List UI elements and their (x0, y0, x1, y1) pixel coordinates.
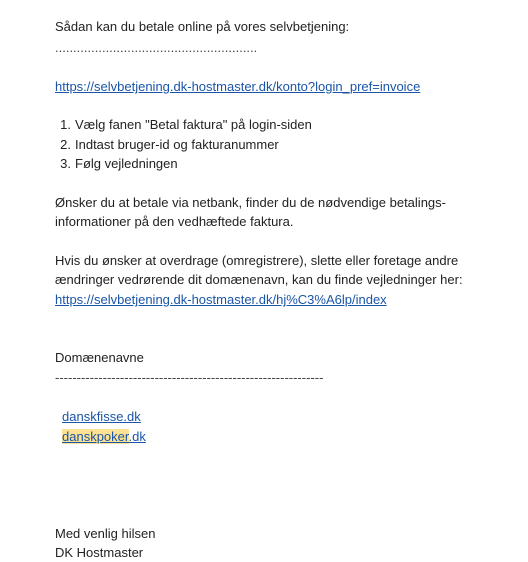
step-text: Vælg fanen "Betal faktura" på login-siden (75, 117, 312, 132)
signature-text: DK Hostmaster (55, 545, 144, 560)
closing-text: Med venlig hilsen (55, 526, 156, 541)
search-highlight: danskpoker (62, 429, 129, 444)
transfer-text-line-2: ændringer vedrørende dit domænenavn, kan du finde vejledninger her: (55, 272, 463, 287)
dash-separator: -------------------------------------------------------------- (55, 370, 324, 385)
domain-link-danskfisse[interactable]: danskfisse.dk (62, 409, 141, 424)
login-link[interactable]: https://selvbetjening.dk-hostmaster.dk/konto?login_pref=invoice (55, 79, 421, 94)
intro-text: Sådan kan du betale online på vores selvbetjening: (55, 19, 350, 34)
domain-suffix: .dk (128, 429, 146, 444)
transfer-text-line-1: Hvis du ønsker at overdrage (omregistrere), slette eller foretage andre (55, 253, 459, 268)
list-item (55, 115, 312, 135)
netbank-text-line-1: Ønsker du at betale via netbank, finder du de nødvendige betalings- (55, 195, 446, 210)
list-item (55, 135, 312, 155)
netbank-text-line-2: informationer på den vedhæftede faktura. (55, 214, 294, 229)
step-number: 2. (60, 136, 71, 152)
steps-list (55, 115, 312, 174)
domains-heading: Domænenavne (55, 350, 144, 365)
step-text: Indtast bruger-id og fakturanummer (75, 136, 279, 152)
dots-separator: ........................................................ (55, 40, 258, 55)
step-text: Følg vejledningen (75, 156, 178, 171)
domain-link-danskpoker[interactable] (62, 427, 146, 446)
step-number: 3. (60, 156, 71, 171)
step-number: 1. (60, 117, 71, 132)
list-item (55, 154, 312, 174)
help-link[interactable]: https://selvbetjening.dk-hostmaster.dk/hj%C3%A6lp/index (55, 292, 387, 307)
